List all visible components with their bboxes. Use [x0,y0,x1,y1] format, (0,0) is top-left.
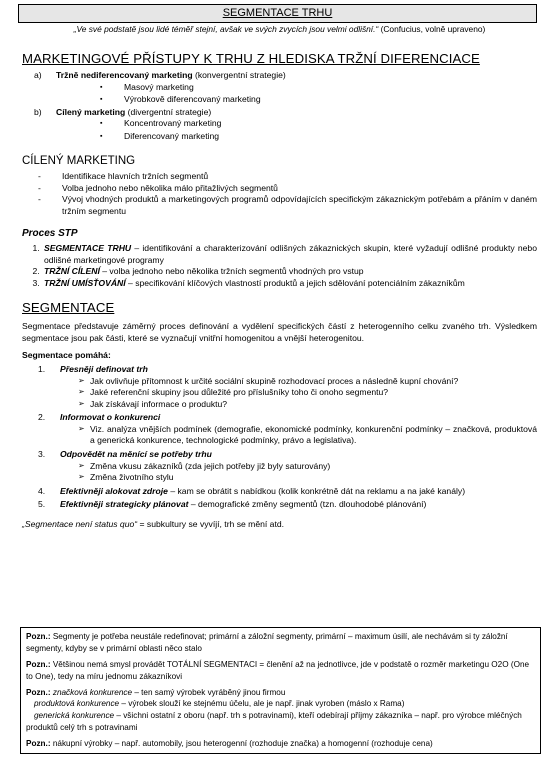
notes-box [20,627,541,754]
bullet-square-icon: ▪ [100,83,103,91]
list-item: ▪ Výrobkově diferencovaný marketing [22,94,537,107]
arrow-bullet-icon: ➢ [78,398,85,408]
list-item: ▪ Diferencovaný marketing [22,131,537,144]
list-item: 3. TRŽNÍ UMÍSŤOVÁNÍ – specifikování klíčových vlastností produktů a jejich sdělování potenciálním zákazníkům [42,278,537,290]
list-item: - Identifikace hlavních tržních segmentů [38,171,209,182]
arrow-bullet-icon: ➢ [78,423,85,433]
list-item: - Vývoj vhodných produktů a marketingových programů odpovídajících specifickým zákaznickým potřebám a přáním v daném tržním segmentu [38,194,537,216]
list-item: 3. Odpovědět na měnící se potřeby trhu [38,449,212,460]
list-item: ➢ Jak získávají informace o produktu? [78,398,228,409]
arrow-bullet-icon: ➢ [78,387,85,397]
list-item: 1. SEGMENTACE TRHU – identifikování a charakterizování odlišných zákaznických skupin, které vyžadují odlišné produkty nebo odlišné marketingové programy [42,243,537,266]
list-item: ➢ Změna životního stylu [78,472,174,483]
note: Pozn.: Většinou nemá smysl provádět TOTÁLNÍ SEGMENTACI = členění až na jednotlivce, jde v podstatě o rozměr marketingu O2O (One to One), tedy na míru jednomu zákazníkovi [26,659,530,681]
quote-source: (Confucius, volně upraveno) [380,23,486,34]
list-item: 5. Efektivněji strategicky plánovat – demografické změny segmentů (tzn. dlouhodobé plánování) [38,499,427,510]
approach-b: b) Cílený marketing (divergentní strategie) [34,106,212,117]
heading-targeted-marketing: CÍLENÝ MARKETING [22,154,136,167]
list-item: 1. Přesněji definovat trh [38,363,148,374]
note: Pozn.: Segmenty je potřeba neustále redefinovat; primární a záložní segmenty, primární – maximum úsilí, ale nechávám si ty záložní segmenty, kdyby se v primární oblasti něco stalo [26,632,508,653]
bullet-square-icon: ▪ [100,96,103,104]
heading-segmentace: SEGMENTACE [22,300,115,316]
dash-bullet: - [38,194,41,205]
list-item: 2. Informovat o konkurenci [38,412,161,423]
status-quo-line: „Segmentace není status quo“ = subkultury se vyvíjí, trh se mění atd. [22,519,285,530]
heading-marketing-approaches: MARKETINGOVÉ PŘÍSTUPY K TRHU Z HLEDISKA TRŽNÍ DIFERENCIACE [22,51,480,67]
quote [22,24,537,35]
arrow-bullet-icon: ➢ [78,472,85,482]
list-item: ➢ Viz. analýza vnějších podmínek (demografie, ekonomické podmínky, konkurenční podmínky – značková, produktová a generická konkurence, technologické podmínky, právo a legislativa). [78,423,537,446]
arrow-bullet-icon: ➢ [78,460,85,470]
stp-list [22,243,537,289]
bullet-square-icon: ▪ [100,132,103,140]
list-item: - Volba jednoho nebo několika málo přitažlivých segmentů [38,182,278,193]
helps-label: Segmentace pomáhá: [22,350,111,361]
dash-bullet: - [38,171,41,182]
heading-stp: Proces STP [22,228,78,240]
list-item: ➢ Změna vkusu zákazníků (zda jejich potřeby již byly saturovány) [78,460,331,471]
bullet-square-icon: ▪ [100,120,103,128]
list-item: 2. TRŽNÍ CÍLENÍ – volba jednoho nebo několika tržních segmentů vhodných pro vstup [42,266,537,278]
document-title: SEGMENTACE TRHU [18,4,537,23]
quote-text: „Ve své podstatě jsou lidé téměř stejní, avšak ve svých zvycích jsou velmi odlišní.“ [73,23,379,34]
approach-a: a) Tržně nediferencovaný marketing (konvergentní strategie) [34,70,286,80]
list-item: 4. Efektivněji alokovat zdroje – kam se obrátit s nabídkou (kolik konkrétně dát na reklamu a na jaké kanály) [38,485,466,496]
segmentace-intro: Segmentace představuje záměrný proces definování a vydělení specifických částí z heterogenního celku zvaného trh. Výsledkem segmentace jsou pak části, které se vyznačují vnitřní homogenitou a vnější heterogenitou. [22,321,537,343]
list-item: ▪ Masový marketing [22,82,537,95]
list-item: ▪ Koncentrovaný marketing [22,118,537,131]
note: Pozn.: značková konkurence – ten samý výrobek vyráběný jinou firmou produktová konkurence – výrobek slouží ke stejnému účelu, ale je např. jinak vyroben (máslo x Rama) generická konkurence – všichni ostatní z oboru (např. trh s potravinami), kteří odebírají příjmy zákazníka – např. pro výrobce mléčných produktů celý trh s potravinami [26,687,522,733]
list-item: ➢ Jaké referenční skupiny jsou důležité pro příslušníky toho či onoho segmentu? [78,387,389,398]
dash-bullet: - [38,182,41,193]
note: Pozn.: nákupní výrobky – např. automobily, jsou heterogenní (rozhoduje značka) a homogenní (rozhoduje cena) [26,739,433,749]
list-item: ➢ Jak ovlivňuje přítomnost k určité sociální skupině rozhodovací proces a následně kupní chování? [78,375,459,386]
arrow-bullet-icon: ➢ [78,375,85,385]
